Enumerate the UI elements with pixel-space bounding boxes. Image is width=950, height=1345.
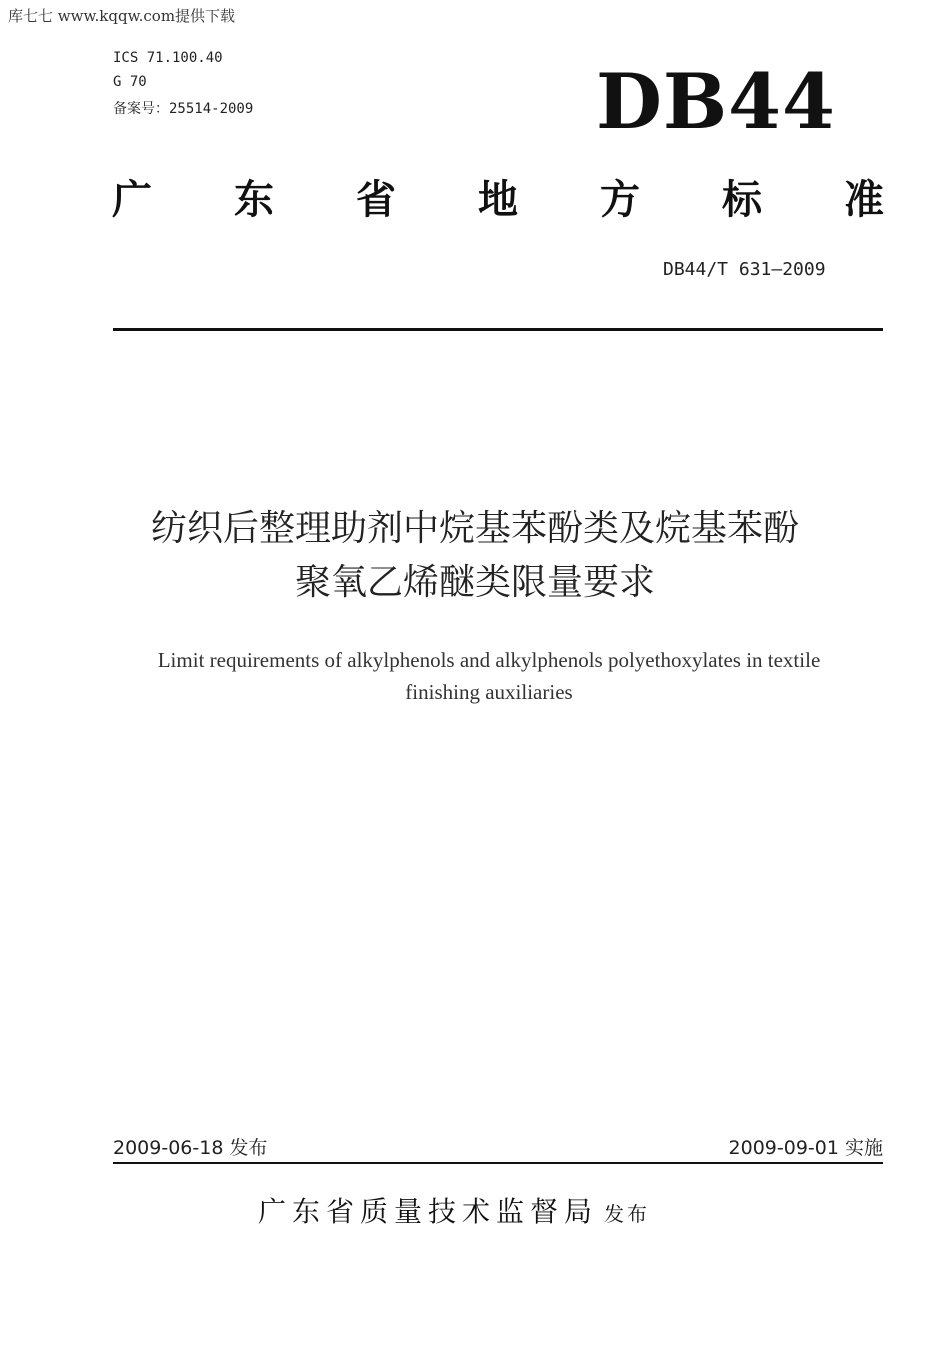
standard-number: DB44/T 631—2009 xyxy=(663,259,826,280)
db44-logo: DB44 xyxy=(596,57,836,146)
top-divider xyxy=(113,328,883,331)
english-title-line-2: finishing auxiliaries xyxy=(405,680,573,704)
standard-type-char: 标 xyxy=(722,177,762,223)
standard-type-char: 省 xyxy=(356,177,396,223)
ics-code: ICS 71.100.40 xyxy=(113,50,223,66)
standard-type-char: 广 xyxy=(112,177,152,223)
issuer-suffix: 发布 xyxy=(604,1202,651,1226)
standard-type-char: 东 xyxy=(234,177,274,223)
standard-type-char: 准 xyxy=(844,177,884,223)
english-title-line-1: Limit requirements of alkylphenols and alkylphenols polyethoxylates in textile xyxy=(157,648,821,672)
filing-number: 备案号：25514-2009 xyxy=(113,101,254,117)
chinese-title-line-2: 聚氧乙烯醚类限量要求 xyxy=(294,562,655,603)
bottom-divider xyxy=(113,1162,883,1164)
standard-type-heading xyxy=(112,176,884,224)
issuing-authority xyxy=(258,1190,650,1230)
chinese-title-line-1: 纺织后整理助剂中烷基苯酚类及烷基苯酚 xyxy=(150,508,799,549)
issue-date: 2009-06-18 发布 xyxy=(113,1137,268,1159)
standard-type-char: 方 xyxy=(600,177,640,223)
watermark-text: 库七七 www.kqqw.com提供下载 xyxy=(8,7,236,25)
issuer-name: 广东省质量技术监督局 xyxy=(258,1195,599,1228)
ccs-code: G 70 xyxy=(113,74,147,90)
implementation-date: 2009-09-01 实施 xyxy=(728,1137,883,1159)
standard-type-char: 地 xyxy=(478,177,518,223)
